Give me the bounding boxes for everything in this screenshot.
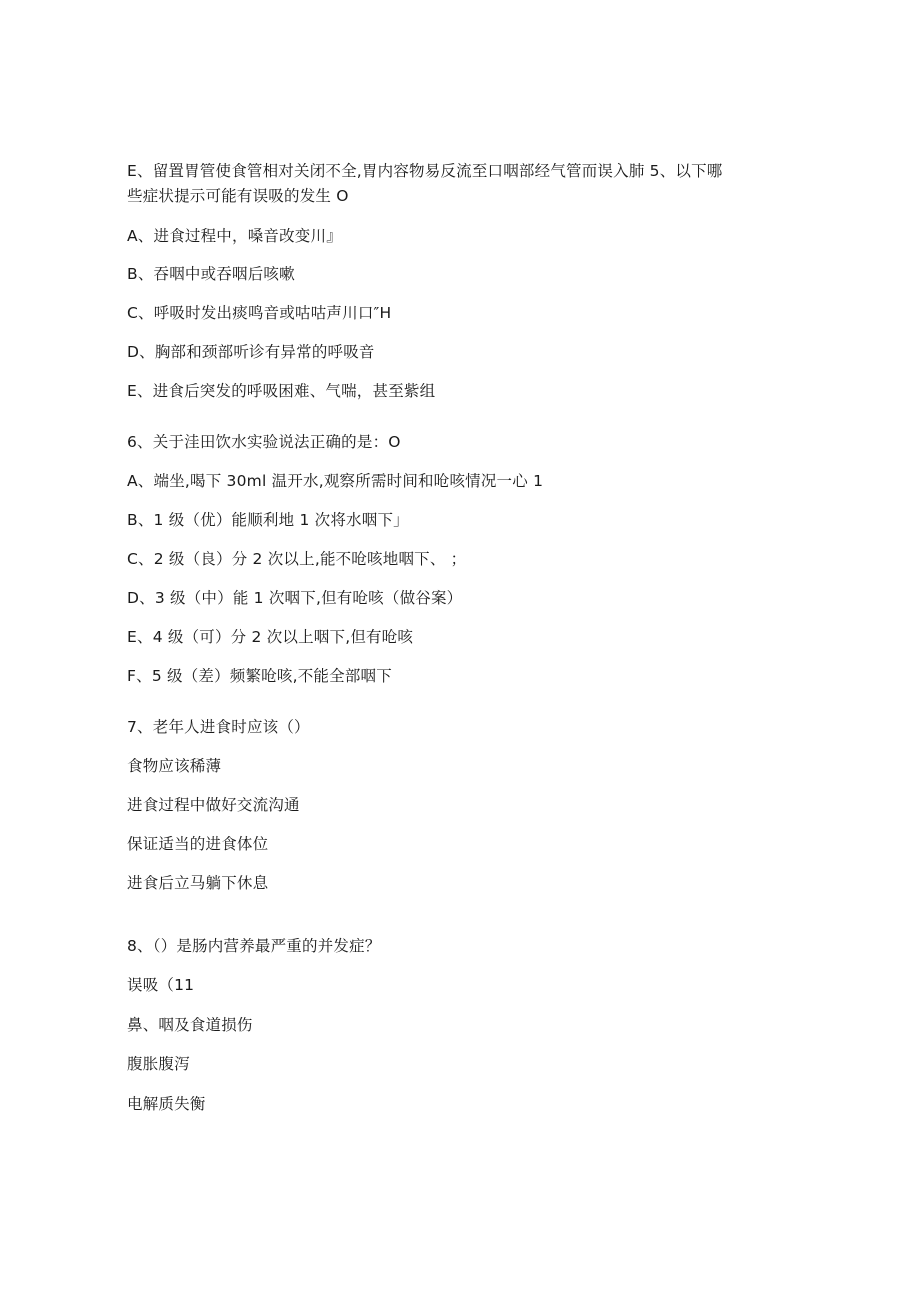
q6-option-b: B、1 级（优）能顺利地 1 次将水咽下」 [127, 511, 409, 529]
q4-option-e-line-1: E、留置胃管使食管相对关闭不全,胃内容物易反流至口咽部经气管而误入肺 5、以下哪 [127, 162, 723, 180]
q7-option-1: 食物应该稀薄 [127, 757, 222, 775]
q5-option-c: C、呼吸时发出痰鸣音或咕咕声川口″H [127, 304, 392, 322]
q6-option-c: C、2 级（良）分 2 次以上,能不呛咳地咽下、 ； [127, 550, 467, 568]
q7-option-4: 进食后立马躺下休息 [127, 874, 269, 892]
q6-option-e: E、4 级（可）分 2 次以上咽下,但有呛咳 [127, 628, 414, 646]
q5-question-line-2: 些症状提示可能有误吸的发生 O [127, 187, 349, 205]
q6-option-f: F、5 级（差）频繁呛咳,不能全部咽下 [127, 667, 392, 685]
q8-question: 8、（）是肠内营养最严重的并发症？ [127, 937, 381, 955]
q5-option-b: B、吞咽中或吞咽后咳嗽 [127, 265, 295, 283]
q8-option-2: 鼻、咽及食道损伤 [127, 1016, 253, 1034]
q6-option-a: A、端坐,喝下 30ml 温开水,观察所需时间和呛咳情况一心 1 [127, 472, 544, 490]
q6-question: 6、关于洼田饮水实验说法正确的是：O [127, 433, 401, 451]
q5-option-e: E、进食后突发的呼吸困难、气喘，甚至紫组 [127, 382, 436, 400]
q6-option-d: D、3 级（中）能 1 次咽下,但有呛咳（做谷案） [127, 589, 463, 607]
q7-option-2: 进食过程中做好交流沟通 [127, 796, 300, 814]
q8-option-3: 腹胀腹泻 [127, 1055, 190, 1073]
q7-question: 7、老年人进食时应该（） [127, 718, 310, 736]
q5-option-a: A、进食过程中，嗓音改变川』 [127, 227, 342, 245]
q5-option-d: D、胸部和颈部听诊有异常的呼吸音 [127, 343, 375, 361]
q8-option-1: 误吸（11 [127, 976, 195, 994]
q7-option-3: 保证适当的进食体位 [127, 835, 269, 853]
q8-option-4: 电解质失衡 [127, 1095, 206, 1113]
